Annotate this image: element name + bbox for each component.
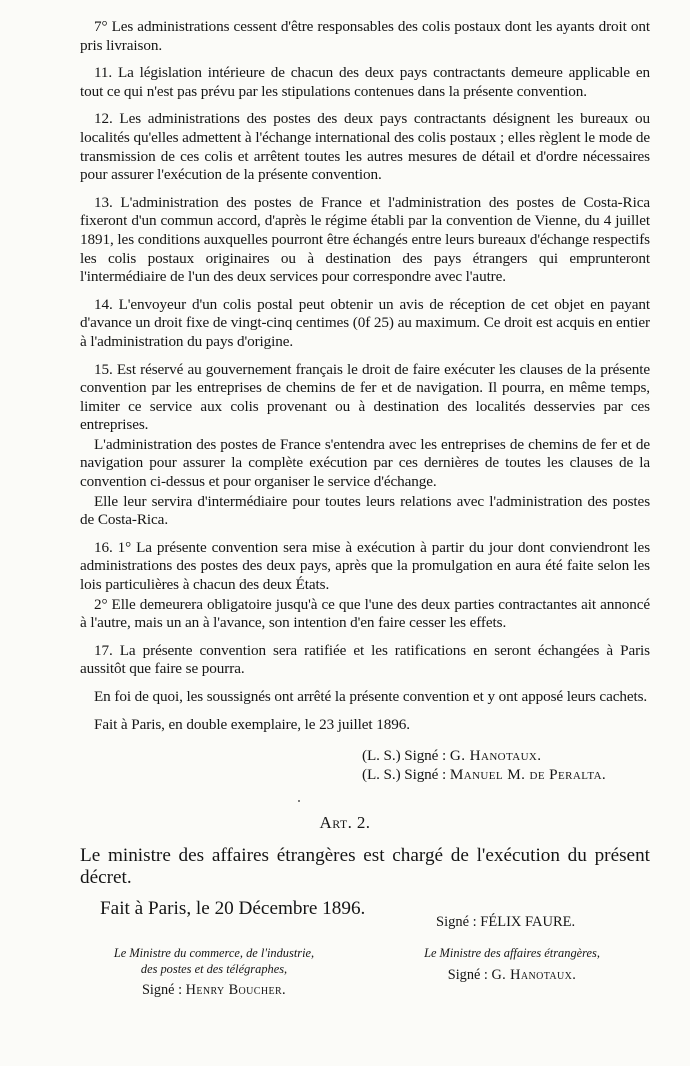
signature-line xyxy=(362,746,650,765)
minister-role: Le Ministre des affaires étrangères, xyxy=(424,946,600,960)
signature-prefix: (L. S.) Signé : xyxy=(362,766,450,784)
decree-text: Le ministre des affaires étrangères est chargé de l'exécution du présent décret. xyxy=(80,845,650,888)
convention-signatures xyxy=(362,746,650,784)
paragraph-15c: Elle leur servira d'intermédiaire pour toutes leurs relations avec l'administration des postes de Costa-Rica. xyxy=(80,492,650,529)
signatory-name: G. Hanotaux. xyxy=(449,747,542,765)
convention-text xyxy=(80,18,650,784)
paragraph-16-2: 2° Elle demeurera obligatoire jusqu'à ce que l'une des deux parties contractantes ait annoncé à l'autre, mais un an à l'avance, son intention d'en faire cesser les effets. xyxy=(80,595,650,632)
paragraph-14: 14. L'envoyeur d'un colis postal peut obtenir un avis de réception de cet objet en payant d'avance un droit fixe de vingt-cinq centimes (0f 25) au maximum. Ce droit est acquis en entier à l'administration du pays d'origine. xyxy=(80,295,650,350)
minister-role: Le Ministre du commerce, de l'industrie, xyxy=(113,946,315,960)
minister-commerce-block xyxy=(74,946,354,999)
paragraph-13: 13. L'administration des postes de France et l'administration des postes de Costa-Rica fixeront d'un commun accord, d'après le régime établi par la convention de Vienne, du 4 juillet 1891, les conditions auxquelles pourront être échangés entre leurs bureaux d'échange respectifs les colis postaux originaires ou à destination des pays étrangers qui emprunteront l'intermédiaire de l'un des deux services pour correspondre avec l'autre. xyxy=(80,193,650,286)
paragraph-12: 12. Les administrations des postes des deux pays contractants désignent les bureaux ou localités qu'elles admettent à l'échange international des colis postaux ; elles règlent le mode de transmission de ces colis et arrêtent toutes les autres mesures de détail et d'ordre nécessaires pour assurer l'exécution de la présente convention. xyxy=(80,110,650,184)
paragraph-fait-a-paris: Fait à Paris, en double exemplaire, le 23 juillet 1896. xyxy=(94,715,410,733)
signatory-name: Manuel M. de Peralta. xyxy=(449,766,607,784)
minister-foreign-affairs-block xyxy=(372,946,652,983)
minister-role-cont: des postes et des télégraphes, xyxy=(140,961,288,976)
paragraph-16-1: 16. 1° La présente convention sera mise à exécution à partir du jour dont conviendront les administrations des postes des deux pays, après que la promulgation en aura été faite selon les lois particulières à chacun des deux États. xyxy=(80,538,650,594)
paragraph-15b: L'administration des postes de France s'entendra avec les entreprises de chemins de fer et de navigation pour assurer la complète exécution par ces dernières de toutes les clauses de la convention ci-dessus et pour organiser le service d'échange. xyxy=(80,435,650,491)
paragraph-7: 7° Les administrations cessent d'être responsables des colis postaux dont les ayants droit ont pris livraison. xyxy=(80,18,650,54)
minister-signature: Signé : Henry Boucher. xyxy=(141,982,287,998)
paragraph-en-foi: En foi de quoi, les soussignés ont arrêté la présente convention et y ont apposé leurs cachets. xyxy=(94,688,648,705)
paragraph-15a: 15. Est réservé au gouvernement français le droit de faire exécuter les clauses de la présente convention par les entreprises de chemins de fer et de navigation. Il pourra, en même temps, limiter ce service aux colis provenant ou à destination des localités desservies par ces entreprises. xyxy=(80,360,650,434)
president-signature: Signé : FÉLIX FAURE. xyxy=(436,914,576,930)
minister-signature: Signé : G. Hanotaux. xyxy=(447,966,577,983)
signature-line xyxy=(362,765,650,784)
article-heading: Art. 2. xyxy=(319,813,371,832)
paragraph-17: 17. La présente convention sera ratifiée et les ratifications en seront échangées à Paris aussitôt que faire se pourra. xyxy=(80,641,650,678)
decree-date: Fait à Paris, le 20 Décembre 1896. xyxy=(100,898,366,919)
print-speck xyxy=(298,800,300,802)
paragraph-11: 11. La législation intérieure de chacun des deux pays contractants demeure applicable en tout ce qui n'est pas prévu par les stipulations contenues dans la présente convention. xyxy=(80,64,650,100)
signature-prefix: (L. S.) Signé : xyxy=(362,747,450,765)
